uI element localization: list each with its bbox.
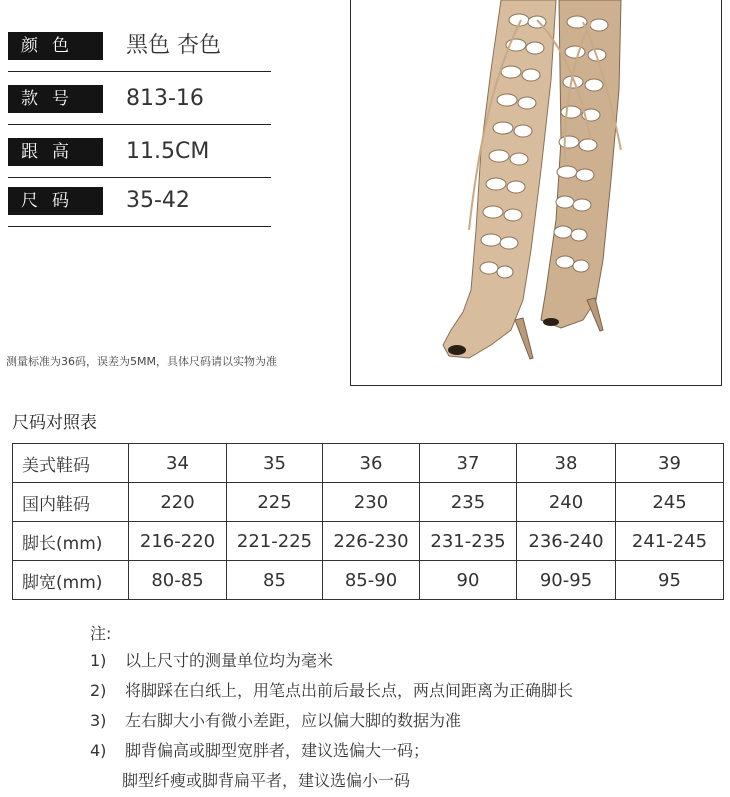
note-number: 3) bbox=[90, 711, 107, 730]
table-title: 尺码对照表 bbox=[12, 413, 97, 433]
spec-value: 黑色 杏色 bbox=[126, 33, 221, 58]
spec-label: 颜色 bbox=[8, 32, 103, 60]
spec-label: 尺码 bbox=[8, 187, 103, 215]
table-cell: 236-240 bbox=[517, 522, 616, 561]
note-text: 左右脚大小有微小差距，应以偏大脚的数据为准 bbox=[125, 711, 462, 730]
note-text: 脚背偏高或脚型宽胖者，建议选偏大一码； bbox=[125, 741, 430, 760]
row-header: 国内鞋码 bbox=[13, 483, 129, 522]
spec-label: 跟高 bbox=[8, 138, 103, 166]
table-cell: 225 bbox=[227, 483, 323, 522]
table-cell: 35 bbox=[227, 444, 323, 483]
table-cell: 220 bbox=[129, 483, 227, 522]
table-cell: 245 bbox=[616, 483, 724, 522]
table-cell: 36 bbox=[323, 444, 420, 483]
table-row bbox=[13, 561, 724, 600]
table-cell: 95 bbox=[616, 561, 724, 600]
table-cell: 235 bbox=[420, 483, 517, 522]
row-header: 脚长(mm) bbox=[13, 522, 129, 561]
table-cell: 90-95 bbox=[517, 561, 616, 600]
spec-value: 35-42 bbox=[126, 188, 190, 213]
note-number: 1) bbox=[90, 651, 107, 670]
product-photo bbox=[350, 0, 722, 386]
spec-row-heel-height bbox=[8, 138, 271, 178]
row-header: 美式鞋码 bbox=[13, 444, 129, 483]
spec-row-model bbox=[8, 85, 271, 125]
table-cell: 80-85 bbox=[129, 561, 227, 600]
note-item bbox=[90, 706, 710, 736]
note-continuation: 脚型纤瘦或脚背扁平者，建议选偏小一码 bbox=[122, 771, 411, 790]
spec-row-size bbox=[8, 187, 271, 227]
table-row bbox=[13, 483, 724, 522]
table-cell: 85 bbox=[227, 561, 323, 600]
table-cell: 231-235 bbox=[420, 522, 517, 561]
note-number: 2) bbox=[90, 681, 107, 700]
spec-label: 款号 bbox=[8, 85, 103, 113]
note-text: 将脚踩在白纸上，用笔点出前后最长点，两点间距离为正确脚长 bbox=[125, 681, 574, 700]
note-item bbox=[90, 736, 710, 766]
table-cell: 230 bbox=[323, 483, 420, 522]
table-cell: 37 bbox=[420, 444, 517, 483]
spec-value: 813-16 bbox=[126, 86, 204, 111]
spec-row-color bbox=[8, 32, 271, 72]
table-cell: 240 bbox=[517, 483, 616, 522]
table-cell: 221-225 bbox=[227, 522, 323, 561]
note-number: 4) bbox=[90, 741, 107, 760]
table-cell: 90 bbox=[420, 561, 517, 600]
notes-heading: 注: bbox=[90, 624, 112, 643]
note-item bbox=[90, 676, 710, 706]
notes-section bbox=[90, 622, 710, 796]
table-cell: 39 bbox=[616, 444, 724, 483]
row-header: 脚宽(mm) bbox=[13, 561, 129, 600]
spec-value: 11.5CM bbox=[126, 139, 210, 164]
boot-illustration bbox=[351, 0, 722, 386]
note-text: 以上尺寸的测量单位均为毫米 bbox=[125, 651, 334, 670]
table-row bbox=[13, 522, 724, 561]
table-cell: 226-230 bbox=[323, 522, 420, 561]
note-item bbox=[90, 646, 710, 676]
measure-note: 测量标准为36码，误差为5MM，具体尺码请以实物为准 bbox=[6, 355, 277, 368]
table-cell: 38 bbox=[517, 444, 616, 483]
table-cell: 241-245 bbox=[616, 522, 724, 561]
table-row bbox=[13, 444, 724, 483]
table-cell: 85-90 bbox=[323, 561, 420, 600]
table-cell: 34 bbox=[129, 444, 227, 483]
size-chart-table bbox=[12, 443, 724, 600]
table-cell: 216-220 bbox=[129, 522, 227, 561]
